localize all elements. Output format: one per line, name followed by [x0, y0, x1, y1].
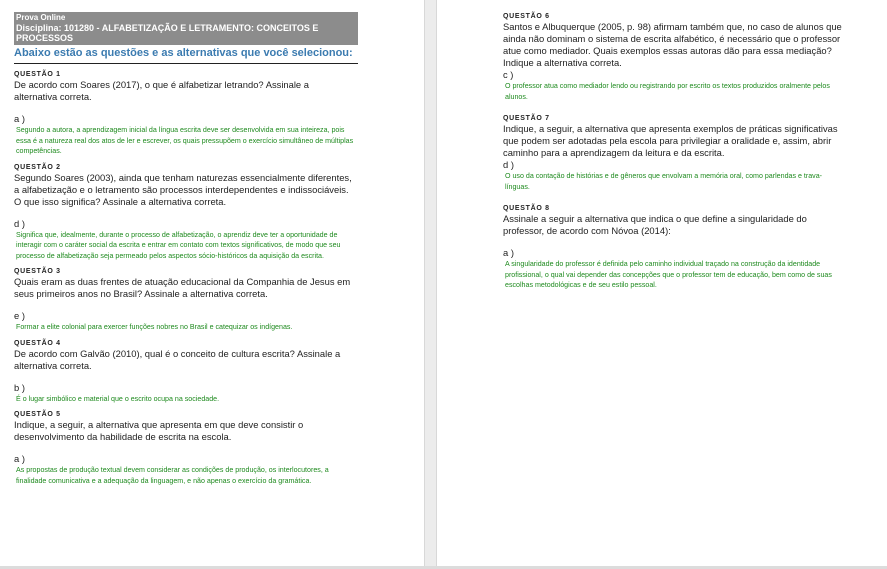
question-block	[14, 267, 411, 333]
selected-alternative-text: O professor atua como mediador lendo ou registrando por escrito os textos produzidos oralmente pelos alunos.	[505, 82, 830, 101]
question-text: Segundo Soares (2003), ainda que tenham naturezas essencialmente diferentes, a alfabetização e o letramento são processos interdependentes e indissociáveis. O que isso significa? Assinale a alternativa correta.	[14, 171, 352, 207]
question-block	[14, 163, 411, 262]
selected-alternative-text: A singularidade do professor é definida pelo caminho individual traçado na construção da identidade profissional, o qual vai depender das concepções que o professor tem de educação, bem como de suas escolhas metodológicas e de seu estilo pessoal.	[505, 260, 832, 289]
question-label: QUESTÃO 7	[503, 115, 550, 122]
question-text: De acordo com Galvão (2010), qual é o conceito de cultura escrita? Assinale a alternativa correta.	[14, 347, 341, 371]
question-block	[14, 70, 411, 157]
exam-title: Prova Online	[16, 13, 66, 22]
selected-alternative-text: Significa que, idealmente, durante o processo de alfabetização, o aprendiz deve ter a oportunidade de interagir com o caráter social da escrita e entrar em contato com textos significativos, de modo que seu processo de alfabetização seja permeado pelos aspectos sócio-históricos da aquisição da escrita.	[16, 230, 341, 260]
question-label: QUESTÃO 8	[503, 205, 550, 212]
selected-alternative-letter: a )	[503, 247, 514, 258]
selected-alternative-letter: c )	[503, 69, 514, 80]
selected-alternative-text: As propostas de produção textual devem considerar as condições de produção, os interlocutores, a finalidade comunicativa e a adequação da linguagem, e não apenas o exercício da gramática.	[16, 466, 329, 485]
question-block	[503, 12, 863, 102]
question-label: QUESTÃO 4	[14, 339, 61, 347]
question-block	[503, 114, 863, 192]
selected-alternative-letter: d )	[503, 159, 514, 170]
question-label: QUESTÃO 5	[14, 411, 61, 418]
question-label: QUESTÃO 1	[14, 71, 61, 78]
selected-alternative-letter: b )	[14, 381, 25, 393]
question-block	[14, 339, 411, 405]
selected-alternative-text: Formar a elite colonial para exercer funções nobres no Brasil e catequizar os indígenas.	[16, 323, 293, 331]
selected-alternative-letter: e )	[14, 310, 25, 321]
question-label: QUESTÃO 3	[14, 268, 61, 275]
question-label: QUESTÃO 6	[503, 13, 550, 20]
selected-alternative-letter: d )	[14, 217, 25, 229]
question-label: QUESTÃO 2	[14, 163, 61, 171]
selected-alternative-letter: a )	[14, 453, 25, 464]
question-block	[14, 410, 411, 486]
question-text: De acordo com Soares (2017), o que é alfabetizar letrando? Assinale a alternativa correta.	[14, 79, 309, 102]
question-text: Santos e Albuquerque (2005, p. 98) afirmam também que, no caso de alunos que ainda não dominam o sistema de escrita alfabético, é necessário que o professor atue como mediador. Quais exemplos essas autoras dão para essa mediação? Indique a alternativa correta.	[503, 21, 842, 68]
question-text: Indique, a seguir, a alternativa que apresenta exemplos de práticas significativas que podem ser adotadas pela escola para privilegiar a oralidade e, assim, abrir caminho para a aprendizagem da leitura e da escrita.	[503, 123, 838, 158]
selected-alternative-text: É o lugar simbólico e material que o escrito ocupa na sociedade.	[16, 394, 220, 403]
document-page-right	[437, 0, 887, 566]
question-text: Indique, a seguir, a alternativa que apresenta em que deve consistir o desenvolvimento da habilidade de escrita na escola.	[14, 419, 304, 442]
exam-header	[14, 12, 358, 45]
page-gap	[424, 0, 437, 566]
question-text: Quais eram as duas frentes de atuação educacional da Companhia de Jesus em seus primeiros anos no Brasil? Assinale a alternativa correta.	[14, 276, 351, 299]
intro-heading: Abaixo estão as questões e as alternativas que você selecionou:	[14, 47, 358, 64]
course-name: Disciplina: 101280 - ALFABETIZAÇÃO E LETRAMENTO: CONCEITOS E PROCESSOS	[16, 23, 319, 43]
selected-alternative-letter: a )	[14, 113, 25, 124]
selected-alternative-text: Segundo a autora, a aprendizagem inicial da língua escrita deve ser desenvolvida em sua inteireza, pois essa é a natureza real dos atos de ler e escrever, os quais pressupõem o exercício simultâneo de múltiplas competências.	[16, 126, 354, 155]
question-block	[503, 204, 863, 291]
document-page-left	[0, 0, 424, 566]
selected-alternative-text: O uso da contação de histórias e de gêneros que envolvam a memória oral, como parlendas e trava-línguas.	[505, 172, 823, 191]
question-text: Assinale a seguir a alternativa que indica o que define a singularidade do professor, de acordo com Nóvoa (2014):	[503, 213, 807, 236]
